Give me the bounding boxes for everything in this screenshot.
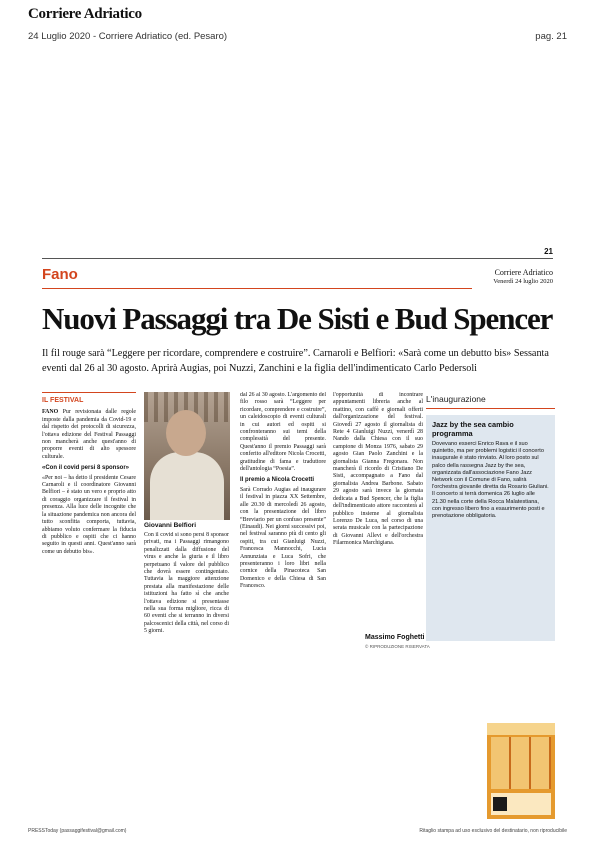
article-paragraph: Con il covid si sono persi 8 sponsor privati, ma i Passaggi rimangono penalizzati dalla diffusione del virus e anche la giuria e il libro perpetuano il valore del pubblico che dovrà essere contingentato. Tuttavia la maggiore attenzione prestata alla manifestazione delle istituzioni ha fatto sì che anche l'ottava edizione si presentasse nella sua forma migliore, ricca di 60 eventi che si terranno in diversi palcoscenici della città, nel corso di 5 giorni.	[144, 532, 229, 635]
article-paragraph: dal 26 al 30 agosto. L'argomento del filo rosso sarà “Leggere per ricordare, comprendere e costruire”, un caleidoscopio di eventi culturali in cui autori ed ospiti si confronteranno sui temi della complessità del presente. Quest'anno il premio Passaggi sarà conferito all'editore Nicola Crocetti, gratitudine di fama e traduttore dell'antologia “Poesia”.	[240, 392, 326, 473]
clipping-meta: 24 Luglio 2020 - Corriere Adriatico (ed. Pesaro)	[28, 31, 228, 42]
ad-header-band	[487, 723, 555, 735]
article-paragraph: l'opportunità di incontrare appuntamenti libreria anche al mattino, con caffè e giornali offerti dall'organizzazione del festival. Giovedì 27 agosto il giornalista di Rete 4 Gianluigi Nuzzi, venerdì 28 Nando dalla Chiesa con il suo campione di Monza 1976, sabato 29 agosto Gian Paolo Zanchini e la giornalista Gianna Fregonara. Non mancherà il ricordo di Cristiano De Sisti, accompagnato a Fano dal giornalista Andrea Barbone. Sabato 29 agosto sarà invece la giornata dedicata a Bud Spencer, che la figlia dell'indimenticato attore racconterà al pubblico insieme al giornalista Lorenzo De Luca, nel corso di una serata musicale con la partecipazione di Giovanni Allevi e dell'orchestra Filarmonica Marchigiana.	[333, 392, 423, 547]
sidebar-box	[426, 394, 555, 638]
ad-image-grid	[491, 737, 551, 789]
sidebar-heading: Jazz by the sea cambio programma	[432, 420, 514, 438]
clip-page-number: 21	[544, 247, 553, 256]
photo-caption: Giovanni Belfiori	[144, 522, 197, 529]
headline: Nuovi Passaggi tra De Sisti e Bud Spencer	[42, 301, 553, 336]
section-label: Fano	[42, 266, 78, 283]
copyright-note: © RIPRODUZIONE RISERVATA	[365, 644, 430, 649]
article-paragraph: «Per noi – ha detto il presidente Cesare Carnaroli e il coordinatore Giovanni Belfiori – è stato un vero e proprio atto di coraggio organizzare il festival in presenza. Alla luce delle incognite che la situazione pandemica non ancora del tutto sconfitta comporta, tuttavia, abbiamo voluto confermare la fiducia di pubblico e ospiti che ci hanno seguito in questi anni. Quest'anno sarà come un debutto bis».	[42, 474, 136, 555]
paragraph-text: Pur revisionata dalle regole imposte dalla pandemia da Covid-19 e dal rispetto dei protocolli di sicurezza, l'ottava edizione del Festival Passaggi non mancherà anche quest'anno di proporre eventi di alto spessore culturale.	[42, 409, 136, 460]
portrait-photo	[144, 392, 230, 520]
footer-disclaimer: Ritaglio stampa ad uso esclusivo del destinatario, non riproducibile	[419, 828, 567, 834]
paper-name: Corriere Adriatico	[494, 268, 553, 277]
masthead: Corriere Adriatico	[28, 6, 142, 22]
photo-figure-body	[150, 452, 224, 520]
byline: Massimo Foghetti	[365, 634, 425, 641]
article-column-1	[42, 392, 136, 654]
sidebar-panel	[426, 415, 555, 641]
footer-source: PRESSToday (passaggifestival@gmail.com)	[28, 828, 127, 834]
kicker-rule	[42, 392, 136, 393]
section-rule	[42, 288, 472, 289]
paper-date: Venerdì 24 luglio 2020	[493, 278, 553, 285]
sidebar-title: L'inaugurazione	[426, 394, 486, 404]
sidebar-rule	[426, 408, 555, 409]
qr-code-icon	[493, 797, 507, 811]
article-subtitle: «Con il covid persi 8 sponsor»	[42, 465, 130, 472]
dateline: FANO	[42, 409, 59, 416]
advertisement-thumbnail	[487, 723, 555, 819]
article-subtitle: Il premio a Nicola Crocetti	[240, 477, 315, 484]
article-column-2	[144, 532, 229, 654]
page-number: pag. 21	[535, 31, 567, 42]
article-column-3	[240, 392, 326, 654]
article-kicker: IL FESTIVAL	[42, 397, 84, 404]
article-paragraph: Sarà Corrado Augias ad inaugurare il festival in piazza XX Settembre, alle 20.30 di mercoledì 26 agosto, con la presentazione del libro “Breviario per un confuso presente” (Einaudi). Nei giorni successivi poi, nel festival saranno più di cento gli ospiti, tra cui Gianluigi Nuzzi, Francesca Mannocchi, Lucia Annunziata e Luca Sofri, che presenteranno i loro libri nella cornice della Pinacoteca San Domenico e della Chiesa di San Francesco.	[240, 486, 326, 590]
sidebar-text: Dovevano esserci Enrico Rava e il suo quintetto, ma per problemi logistici il concerto inaugurale è stato rinviato. Al loro posto sul palco della rassegna Jazz by the sea, organizzata dall'associazione Fano Jazz Network con il Comune di Fano, salirà l'orchestra giovanile diretta da Rosario Giuliani. Il concerto si terrà domenica 26 luglio alle 21.30 nella corte della Rocca Malatestiana, con ingresso libero fino a esaurimento posti e prenotazione obbligatoria.	[432, 441, 549, 520]
article-column-4	[333, 392, 423, 630]
subheadline: Il fil rouge sarà “Leggere per ricordare, comprendere e costruire”. Carnaroli e Belfiori: «Sarà come un debutto bis» Sessanta eventi dal 26 al 30 agosto. Aprirà Augias, poi Nuzzi, Zanchini e la figlia dell'indimenticato Carlo Pedersoli	[42, 348, 549, 374]
article-paragraph	[42, 409, 136, 461]
clip-top-rule	[42, 258, 553, 259]
photo-figure-head	[166, 410, 206, 456]
